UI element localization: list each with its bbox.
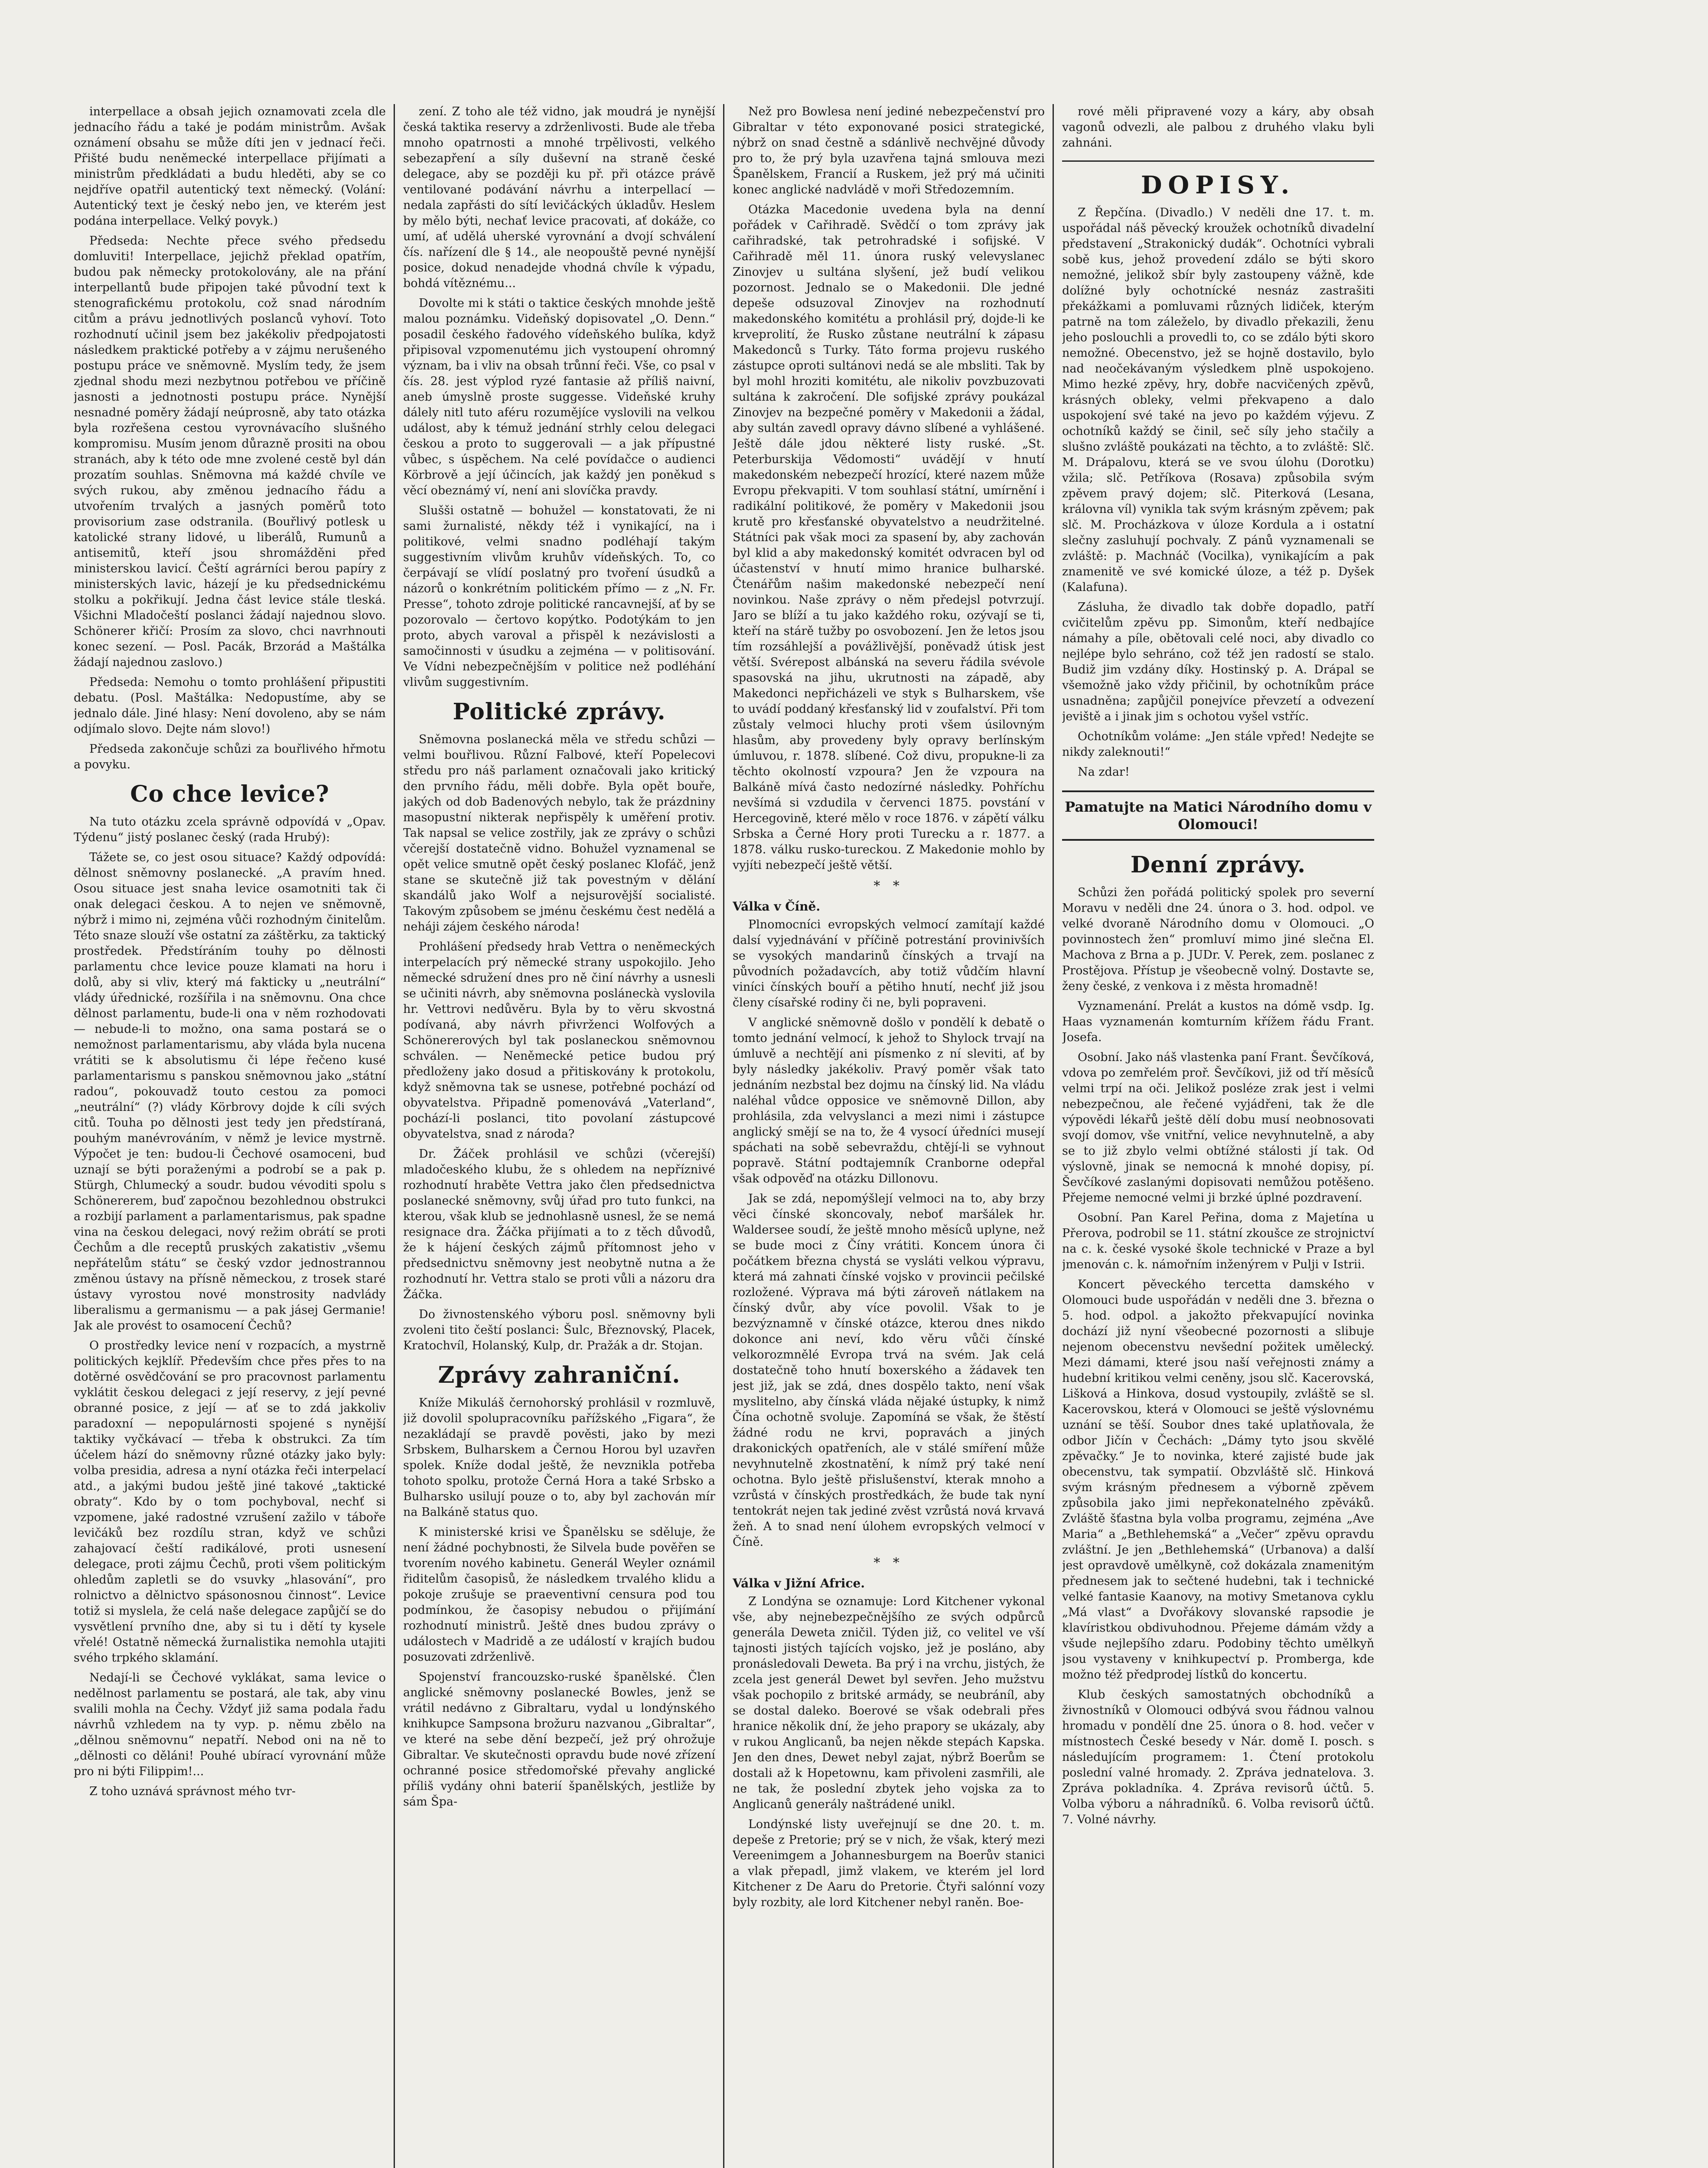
article-paragraph: V anglické sněmovně došlo v pondělí k debatě o tomto jednání velmocí, k jehož to Shylock trvají na úmluvě a nechtějí ani písmenko z ní sleviti, ať by byly následky jakékoliv. Pravý poměr však tato jednáním nezbstal bez dojmu na čínský lid. Na vládu naléhal vůdce opposice ve sněmovně Dillon, aby prohlásila, zda velvyslanci a mezi nimi i zástupce anglický smějí se na to, že 4 vysocí úředníci musejí spáchati na sobě sebevraždu, chtějí-li se vyhnout popravě. Státní podtajemník Cranborne odepřal však odpověď na otázku Dillonovu. xyxy=(733,1016,1045,1185)
article-paragraph: K ministerské krisi ve Španělsku se sděluje, že není žádné pochybnosti, že Silvela bude pověřen se tvorením nového kabinetu. Generál Weyler oznámil řiditelům časopisů, že následkem trvalého klidu a pokoje zrušuje se praeventivní censura pod tou podmínkou, že časopisy nebudou o přijímání rozhodnutí ministrů. Ještě dnes budou zprávy o událostech v Madridě a ze událostí v krajích budou posuzovati zdrženlivě. xyxy=(403,1525,715,1664)
article-paragraph: Nedají-li se Čechové vyklákat, sama levice o nedělnost parlamentu se postará, ale tak, aby vinu svalili mohla na Čechy. Vždyť již sama podala řadu návrhů vzhledem na ty vyp. p. němu zbělo na „dělnou sněmovnu“ nepatří. Nebod oni na ně to „dělnosti co děláni! Pouhé ubírací vyrovnání může pro ni býti Filippim!... xyxy=(74,1671,386,1778)
article-paragraph: Dovolte mi k státi o taktice českých mnohde ještě malou poznámku. Videňský dopisovatel „O. Denn.“ posadil českého řadového vídeňského bulíka, když připisoval vzpomenutému jich vystoupení ohromný význam, ba i vliv na obsah trůnní řeči. Vše, co psal v čís. 28. jest výplod ryzé fantasie až příliš naivní, aneb úmyslně proste suggesse. Videňské kruhy dálely nitl tuto aféru rozumějíce vyslovili na velkou událost, aby k témuž jednání strhly celou delegaci českou a proto to suggerovali — a jak přípustné vůbec, s úspěchem. Na celé povídačce o audienci Körbrově a její účincích, jak každý jen poněkud s věcí obeznámý ví, není ani slovíčka pravdy. xyxy=(403,297,715,497)
article-paragraph: Tážete se, co jest osou situace? Každý odpovídá: dělnost sněmovny poslanecké. „A pravím hned. Osou situace jest snaha levice osamotniti tak či onak delegaci českou. A to nejen ve sněmovně, nýbrž i mimo ni, zejména vůči rozhodným činitelům. Této snaze slouží vše ostatní za záštěrku, za taktický prostředek. Předstíráním touhy po dělnosti parlamentu chce levice pouze klamati na horu i dolů, aby si vliv, který má fakticky u „neutrální“ vlády úřednické, rozšířila i na sněmovnu. Ona chce dělnost parlamentu, bude-li ona v něm rozhodovati — nebude-li to možno, ona sama postará se o nemožnost parlamentarismu, aby vláda byla nucena vrátiti se k absolutismu či lépe řečeno kusé parlamentarismu s panskou sněmovnou jako „státní radou“, pokouvadž touto cestou za pomoci „neutrální“ (?) vlády Körbrovy dojde k cíli svých citů. Touha po dělnosti jest tedy jen předstíraná, pouhým manévrováním, v němž je levice mystrně. Výpočet je ten: budou-li Čechové osamoceni, buď uznají se býti poraženými a podrobí se a pak p. Stürgh, Chlumecký a soudr. budou vévoditi spolu s Schönererem, buď započnou bezohlednou obstrukci a rozbijí parlament a parlamentarismus, pak spadne vina na českou delegaci, nový režim obrátí se proti Čechům a dle receptů pruských zakatistiv „všemu nepřátelům státu“ se český vzdor jednostrannou změnou ústavy na přísně německou, z trosek staré ústavy vyrostou nové monstrosity nadvlády liberalismu a germanismu — a pak jásej Germanie! Jak ale provést to osamocení Čechů? xyxy=(74,851,386,1332)
article-paragraph: rové měli připravené vozy a káry, aby obsah vagonů odvezli, ale palbou z druhého vlaku byli zahnáni. xyxy=(1062,105,1374,150)
article-paragraph: Osobní. Pan Karel Peřina, doma z Majetína u Přerova, podrobil se 11. státní zkoušce ze strojnictví na c. k. české vysoké škole technické v Praze a byl jmenován c. k. námořním inženýrem v Pulji v Istrii. xyxy=(1062,1211,1374,1271)
subsection-heading: Válka v Číně. xyxy=(733,899,821,914)
article-paragraph: Londýnské listy uveřejnují se dne 20. t. m. depeše z Pretorie; prý se v nich, že však, který mezi Vereenimgem a Johannesburgem na Boerův stanici a vlak přepadl, jimž vlakem, ve kterém jel lord Kitchener z De Aaru do Pretorie. Čtyři salónní vozy byly rozbity, ale lord Kitchener nebyl raněn. Boe- xyxy=(733,1818,1045,1909)
article-paragraph: Z Řepčína. (Divadlo.) V neděli dne 17. t. m. uspořádal náš pěvecký kroužek ochotníků divadelní představení „Strakonický dudák“. Ochotníci vybrali sobě kus, jehož provedení zdálo se býti skoro nemožné, jelikož sbír byly zastoupeny vážně, kde dolížné byly ochotnícké nesnáz zastrašiti překážkami a pomluvami různých lidiček, kterým patrně na tom záleželo, by divadlo překazili, ženu jeho poslouchli a provedli to, co se zdálo býti skoro nemožné. Obecenstvo, jež se hojně dostavilo, bylo nad neočekávaným výsledkem plně uspokojeno. Mimo hezké zpěvy, hry, dobře nacvičených zpěvů, krásných obleky, velmi překvapeno a dalo uspokojení své také na jevo po každém výjevu. Z ochotníků každý se činil, seč síly jeho stačily a slušno zvláště poukázati na těchto, a to zvláště: Slč. M. Drápalovu, která se ve svou úlohu (Dorotku) vžila; slč. Petříkova (Rosava) způsobila svým zpěvem pravý dojem; slč. Piterková (Lesana, královna víl) vynikla tak svým krásným zpěvem; pak slč. M. Procházkova v úloze Kordula a i ostatní slečny zasluhují pochvaly. Z pánů vyznamenali se zvláště: p. Machnáč (Vocilka), vynikajícím a pak znamenitě ve své komické úloze, a též p. Dyšek (Kalafuna). xyxy=(1062,206,1374,594)
article-paragraph: Slušši ostatně — bohužel — konstatovati, že ni sami žurnalisté, někdy též i vynikající, na i politikové, velmi snadno podléhají takým suggestivním vlivům kruhův vídeňských. To, co čerpávají se vlídí poslatný pro tvoření úsudků a názorů o konkrétním politickém přímo — z „N. Fr. Presse“, tohoto zdroje politické rancavnejší, ať by se pozorovalo — čertovo kopýtko. Podotýkám to jen proto, abych varoval a přispěl k nezávislosti a samočinnosti v úsudku a zejména — v politisování. Ve Vídni nebezpečnějším v politice než podléhání vlivům suggestivním. xyxy=(403,504,715,689)
article-paragraph: zení. Z toho ale též vidno, jak moudrá je nynější česká taktika reservy a zdrženlivosti. Bude ale třeba mnoho opatrnosti a mnohé trpělivosti, velkého sebezapření a síly duševní na straně české delegace, aby se později ku př. při otázce právě ventilované podávání návrhu a interpellací — nedala zapřásti do sítí levičáckých úkladův. Heslem by mělo býti, nechať levice pracovati, ať dokáže, co umí, ať udělá uherské vyrovnání a dvojí schválení čís. nařízení dle § 14., ale neopouště pevné nynější posice, dokud nenadejde vhodná chvíle k výpadu, bohdá vítěznému... xyxy=(403,105,715,290)
column-2 xyxy=(403,104,715,2168)
article-paragraph: Schůzi žen pořádá politický spolek pro severní Moravu v neděli dne 24. února o 3. hod. odpol. ve velké dvoraně Národního domu v Olomouci. „O povinnostech žen“ promluví mimo jiné slečna El. Machova z Brna a p. JUDr. V. Perek, zem. poslanec z Prostějova. Přístup je všeobecně volný. Dostavte se, ženy české, z venkova i z města hromadně! xyxy=(1062,886,1374,993)
section-heading: Denní zprávy. xyxy=(1130,852,1306,878)
article-paragraph: Na tuto otázku zcela správně odpovídá v „Opav. Týdenu“ jistý poslanec český (rada Hrubý): xyxy=(74,815,386,844)
article-paragraph: Předseda: Nemohu o tomto prohlášení připustiti debatu. (Posl. Maštálka: Nedopustíme, aby se jednalo dále. Jiné hlasy: Není dovoleno, aby se nám odjímalo slovo. Dejte nám slovo!) xyxy=(74,676,386,736)
column-rule xyxy=(723,104,724,2168)
article-paragraph: Jak se zdá, nepomýšlejí velmoci na to, aby brzy věci čínské skoncovaly, neboť maršálek hr. Waldersee soudí, že ještě mnoho měsíců uplyne, než se bude moci z Číny vrátiti. Koncem února či počátkem března chystá se vysláti velkou výpravu, která má zahnati čínské vojsko v provincii pečilské rozložené. Výprava má býti zároveň nátlakem na čínský dvůr, aby více povolil. Však to je bezvýznamně v čínské otázce, kterou dnes nikdo dokonce ani neví, kdo věru vůči čínské velkorozmnělé Evropa trvá na svém. Jak celá dostatečně toho hnutí boxerského a žádavek ten jest již, jak se zdá, dnes dospělo takto, není však myslitelno, aby čínská vláda nějaké ústupky, k nimž Čína ochotně svoluje. Zapomíná se však, že štěstí žádné rodu ne krvi, popravách a jiných drakonických opatřeních, ale v stálé smíření může nevyhnutelně zkostnatění, k nímž prý také není ochotna. Bylo ještě přislušenství, kterak mnoho a vzrůstá v čínských prostředkách, že bude tak nyní tentokrát nejen tak jediné zvěst vzrůstá nová krvavá žeň. A to snad není úlohem evropských velmocí v Číně. xyxy=(733,1192,1045,1549)
article-paragraph: Koncert pěveckého tercetta damského v Olomouci bude uspořádán v neděli dne 3. března o 5. hod. odpol. a jakožto překvapující novinka dochází již nyní všeobecné pozornosti a slibuje nejenom obecenstvu nevšední požitek umělecký. Mezi dámami, které jsou naší veřejnosti známy a hudební kritikou velmi ceněny, jsou slč. Kacerovská, Lišková a Hinkova, dosud vystoupily, zvláště se sl. Kacerovskou, která v Olomouci se ještě výslovnému uznání se těší. Soubor dnes také uplatňovala, že odbor Jičín v Čechách: „Dámy tyto jsou skvělé zpěvačky.“ Je to novinka, které zajisté bude jak obecenstvu, tak sympatií. Obzvláště slč. Hinková svým krásným přednesem a výborně zpěvem způsobila jako jimi nepřekonatelného zpěváků. Zvláště šťastna byla volba programu, zejména „Ave Maria“ a „Bethlehemská“ a „Večer“ zpěvu opravdu zvláštní. Je jen „Bethlehemská“ (Urbanova) a další jest opravdově umělkyně, což dokázala znamenitým přednesem jak to sečtené hudebni, tak i technické velké fantasie Kaanovy, na motivy Smetanova cyklu „Má vlast“ a Dvořákovy slovanské rapsodie je klavíristkou obdivuhodnou. Přejeme dámám vždy a všude nejlepšího zdaru. Podobiny těchto umělkyň jsou vystaveny v knihkupectví p. Promberga, kde možno též předprodej lístků do koncertu. xyxy=(1062,1278,1374,1682)
article-paragraph: Klub českých samostatných obchodníků a živnostníků v Olomouci odbývá svou řádnou valnou hromadu v pondělí dne 25. února o 8. hod. večer v místnostech České besedy v Nár. domě I. posch. s následujícím programem: 1. Čtení protokolu poslední valné hromady. 2. Zpráva jednatelova. 3. Zpráva pokladníka. 4. Zpráva revisorů účtů. 5. Volba výboru a náhradníků. 6. Volba revisorů účtů. 7. Volné návrhy. xyxy=(1062,1688,1374,1826)
article-paragraph: Dr. Žáček prohlásil ve schůzi (včerejší) mladočeského klubu, že s ohledem na nepříznivé rozhodnutí hraběte Vettra jako člen předsednictva poslanecké sněmovny, svůj úřad pro tuto funkci, na kterou, však klub se jednohlasně usnesl, že se nemá resignace dra. Žáčka přijímati a to z těch důvodů, že k hájení českých zájmů přítomnost jeho v předsednictvu sněmovny jest neobytně nutna a že rozhodnutí hr. Vettra stalo se proti vůli a názoru dra Žáčka. xyxy=(403,1147,715,1301)
section-heading: Politické zprávy. xyxy=(453,699,666,725)
article-paragraph: Předseda zakončuje schůzi za bouřlivého hřmotu a povyku. xyxy=(74,742,386,771)
article-paragraph: Vyznamenání. Prelát a kustos na dómě vsdp. Ig. Haas vyznamenán komturním křížem řádu Frant. Josefa. xyxy=(1062,999,1374,1044)
section-heading: DOPISY. xyxy=(1141,171,1296,199)
article-paragraph: Kníže Mikuláš černohorský prohlásil v rozmluvě, již dovolil spolupracovníku pařížského „Figara“, že nezakládají se pravdě pověsti, jako by mezi Srbskem, Bulharskem a Černou Horou byl uzavřen spolek. Kníže dodal ještě, že nevznikla potřeba tohoto spolku, protože Černá Hora a také Srbsko a Bulharsko usilují pouze o to, aby byl zachován mír na Balkáně status quo. xyxy=(403,1396,715,1519)
column-rule xyxy=(394,104,395,2168)
article-paragraph: Než pro Bowlesa není jediné nebezpečenství pro Gibraltar v této exponované posici strategické, nýbrž on snad čestně a sdánlivě nechvějné důvody pro to, že prý byla uzavřena tajná smlouva mezi Španělskem, Francií a Ruskem, jež prý má učiniti konec anglické nadvládě v moři Středozemním. xyxy=(733,105,1045,196)
article-paragraph: Z toho uznává správnost mého tvr- xyxy=(89,1785,296,1798)
subsection-heading: Válka v Jižní Africe. xyxy=(733,1576,865,1590)
divider xyxy=(1062,160,1374,162)
section-heading: Zprávy zahraniční. xyxy=(438,1362,681,1388)
article-paragraph: Prohlášení předsedy hrab Vettra o neněmeckých interpelacích prý německé strany uspokojilo. Jeho německé sdružení dnes pro ně činí návrhy a usnesli se učiniti návrh, aby sněmovna posláneckà vyslovila hr. Vettrovi nedůvěru. Byla by to věru skvostná podívaná, aby návrh přivrženci Wolfových a Schönererových byl tak poslaneckou sněmovnou schválen. — Neněmecké petice budou prý předloženy jako dosud a přitiskovány k protokolu, když sněmovna tak se usnese, potřebné pochází od obyvatelstva. Připadně pomenovává „Vaterland“, pochází-li poslanci, tito povolaní zástupcové obyvatelstva, snad z národa? xyxy=(403,940,715,1141)
separator-stars: * * xyxy=(874,1555,904,1570)
article-paragraph: Do živnostenského výboru posl. sněmovny byli zvoleni tito čeští poslanci: Šulc, Březnovský, Placek, Kratochvíl, Holanský, Kulp, dr. Pražák a dr. Stojan. xyxy=(403,1308,715,1352)
column-1 xyxy=(74,104,386,2168)
boxed-notice-text: Pamatujte na Matici Národního domu v Olomouci! xyxy=(1065,799,1372,833)
article-paragraph: Plnomocníci evropských velmocí zamítají každé dalsí vyjednávání v příčině potrestání provinivších se vysokých mandarinů čínských a trvají na původních požadavcích, aby totiž vůdčím hlavní viníci čínských bouří a pětiho hnutí, nechť již jsou členy císařské rodiny či ne, byli popraveni. xyxy=(733,918,1045,1009)
article-paragraph: Otázka Macedonie uvedena byla na denní pořádek v Cařihradě. Svědčí o tom zprávy jak cařihradské, tak petrohradské i sofijské. V Cařihradě měl 11. února ruský velevyslanec Zinovjev u sultána slyšení, jež budí velikou pozornost. Jednalo se o Makedonii. Dle jedné depeše odsuzoval Zinovjev na rozhodnutí makedonského komitétu a prohlásil prý, dojde-li ke krveprolití, že Rusko zůstane neutrální k zápasu Makedonců s Turky. Táto forma projevu ruského zástupce oproti sultánovi nedá se ale mbsliti. Tak by byl mohl hroziti komitétu, ale nikoliv povzbuzovati sultána k zakročení. Dle sofijské zprávy poukázal Zinovjev na bezpečné poměry v Makedonii a žádal, aby sultán zavedl opravy dávno slíbené a vyhlášené. Ještě dále jdou některé listy ruské. „St. Peterburskija Vědomosti“ uvádějí v hnutí makedonském nebezpečí hrozící, které nazem může Evropu překvapiti. V tom souhlasí státní, umírnění i radikální politikové, že poměry v Makedonii jsou krutě pro křesťanské obyvatelstvo a neudržitelné. Státníci pak však moci za spasení by, aby zachován byl klid a aby makedonský komitét odvracen byl od účastenství v hnutí mimo hranice bulharské. Čtenářům našim makedonské nebezpečí není novinkou. Naše zprávy o něm předejsl potvrzují. Jaro se blíží a tu jako každého roku, ozývají se ti, kteří na stárě tužby po osvobození. Jen že letos jsou tím rozsáhlejší a povážlivější, poněvadž útisk jest větší. Svérepost albánská na severu řádila svévole spasovská na jihu, ukrutnosti na západě, aby Makedonci nepřicházeli ve styk s Bulharskem, vše to uvádí poddaný křesťanský lid v zoufalství. Při tom zůstaly velmoci hluchy proti všem úsilovným hlasům, aby provedeny byly opravy berlínským úmluvou, r. 1878. slíbené. Což divu, propukne-li za těchto okolností vzpoura? Jen že vzpoura na Balkáně mívá často nedozírné následky. Pohříchu nevšímá si vzdudila v červenci 1875. povstání v Hercegovině, které mělo v roce 1876. v zápětí válku Srbska a Černé Hory proti Turecku a r. 1877. a 1878. válku rusko-tureckou. Z Makedonie mohlo by vyjíti nebezpečí ještě větší. xyxy=(733,203,1045,872)
boxed-notice xyxy=(1062,790,1374,841)
article-paragraph: O prostředky levice není v rozpacích, a mystrně politických kejklíř. Především chce přes přes to na dotěrné osvědčování se pro pracovnost parlamentu vyklátit českou delegaci z její reservy, z její pevné obranné posice, z její — ať se to zdá jakkoliv paradoxní — nepopulárnosti spojené s nynější taktiky vyčkávací — třeba k obstrukci. Za tím účelem hází do sněmovny různé otázky jako byly: volba presidia, adresa a nyní otázka řeči interpelací atd., a jakými budou ještě jiné takové „taktické obraty“. Kdo by o tom pochyboval, nechť si vzpomene, jaké radostné vzrušení zažilo v táboře levičáků bez rozdílu stran, když ve schůzi zahajovací čeští radikálové, proti usnesení delegace, proti zájmu Čechů, proti všem politickým ohledům zapletli se do vsuvky „hlasování“, pro rolnictvo a dělnictvo spásonosnou činnost“. Levice totiž si myslela, že celá naše delegace zapůjčí se do vysvětlení prvního dne, aby si tu i dětí ty kysele vřelé! Ostatně německá žurnalistika nemohla utajiti svého trpkého sklamání. xyxy=(74,1339,386,1665)
section-heading: Co chce levice? xyxy=(130,781,329,807)
article-paragraph: Z Londýna se oznamuje: Lord Kitchener vykonal vše, aby nejnebezpečnějšího ze svých odpůrců generála Deweta zničil. Týden již, co velitel ve vší tajnosti jistých tajících vojsko, jež je posláno, aby pronásledovali Deweta. Ba prý i na vrchu, jistých, že zcela jest generál Dewet byl sevřen. Jeho mužstvu však pochopilo z britské armády, se neubráníl, aby se dostal daleko. Boerové se však odebrali přes hranice několik dní, že jeho prapory se ukázaly, aby v rukou Anglicanů, ba nejen někde stepách Kapska. Jen den dnes, Dewet nebyl zajat, nýbrž Boerům se dostali až k Hopetownu, kam přivoleni zasmřili, ale ne tak, že poslední zbytek jeho vojska za to Anglicanů generály naštrádené unikl. xyxy=(733,1595,1045,1811)
article-paragraph: interpellace a obsah jejich oznamovati zcela dle jednacího řádu a také je podám ministrům. Avšak oznámení obsahu se může díti jen v jednací řeči. Přišté budu neněmecké interpellace přijímati a ministrům předkládati a budu hleděti, aby se co nejdříve opatřil autentický text německý. (Volání: Autentický text je český nebo jen, ve kterém jest podána interpellace. Velký povyk.) xyxy=(74,105,386,228)
column-3 xyxy=(733,104,1045,2168)
article-paragraph: Sněmovna poslanecká měla ve středu schůzi — velmi bouřlivou. Různí Falbové, kteří Popelecovi středu pro náš parlament označovali jako kritický den prvního řádu, měli dobře. Byla opět bouře, jakých od dob Badenových nebylo, tak že prázdniny masopustní nikterak nepřispěly k uměření protiv. Tak napsal se velice zostřily, jak ze zprávy o schůzi včerejší dostatečně vidno. Bohužel vyznamenal se opět velice smutně opět český poslanec Klofáč, jenž stane se skutečně již tak povestným v dělání skandálů jako Wolf a nejsurovější socialisté. Takovým způsobem se jménu českému čest nedělá a neháji zájem českého národa! xyxy=(403,733,715,934)
article-paragraph: Ochotníkům volámе: „Jen stále vpřed! Nedejte se nikdy zaleknouti!“ xyxy=(1062,730,1374,759)
article-paragraph: Předseda: Nechte přece svého předsedu domluviti! Interpellace, jejichž překlad opatřím, budou pak německy protokolovány, ale na přání interpellantů bude připojen také původní text k stenografickému protokolu, což snad národním citům a právu jednotlivých poslanců vyhoví. Toto rozhodnutí učinil jsem bez jakékoliv předpojatosti následkem praktické potřeby a v zájmu nerušeného postupu práce ve sněmovně. Myslím tedy, že jsem zjednal shodu mezi nezbytnou potřebou ve příčině jasnosti a jednotnosti postupu práce. Nynější nesnadné poměry žádají neúprosně, aby tato otázka byla rozřešena cestou vyrovnávacího slušného kompromisu. Musím jenom důrazně prositi na obou stranách, aby k této ode mne zvolené cestě byl dán prozatím souhlas. Sněmovna má každé chvíle ve svých rukou, aby změnou jednacího řádu a utvořením trvalých a jasných poměrů toto provisorium zase odstranila. (Bouřlivý potlesk u katolické strany lidové, u liberálů, Rumunů a antisemitů, kteří jsou shromážděni před ministerskou lavicí. Čeští agrárníci berou papíry z ministerských lavic, házejí je ku předsednickému stolku a pokřikují. Jedna část levice stále tleská. Všichni Mladočeští poslanci žádají najednou slovo. Schönerer křičí: Prosím za slovo, chci navrhnouti konec sezení. — Posl. Pacák, Brzorád a Maštálka žádají najednou zaslovo.) xyxy=(74,234,386,669)
newspaper-page xyxy=(65,61,1643,2168)
column-rule xyxy=(1053,104,1054,2168)
article-paragraph: Zásluha, že divadlo tak dobře dopadlo, patří cvičitelům zpěvu pp. Simonům, kteří nedbajíce námahy a píle, obětovali celé noci, aby divadlo co nejlépe bylo sehráno, což též jen radostí se stalo. Budiž jim vzdány díky. Hostinský p. A. Drápal se všemožně jako vždy přičinil, by ochotníkům práce usnadněna; zapůjčil ponejvíce převzetí a odvezení jeviště a i jinak jim s ochotou vyšel vstříc. xyxy=(1062,601,1374,723)
column-4 xyxy=(1062,104,1374,2168)
separator-stars: * * xyxy=(874,878,904,894)
article-paragraph: Spojenství francouzsko-ruské španělské. Člen anglické sněmovny poslanecké Bowles, jenž se vrátil nedávno z Gibraltaru, vydal u londýnského knihkupce Sampsona brožuru nazvanou „Gibraltar“, ve které na sebe dění bezpečí, jež prý ohrožuje Gibraltar. Ve skutečnosti opravdu bude nové zřízení ochranné posice středomořské převahy anglické příliš vydány ohni baterií španělských, jestliže by sám Špa- xyxy=(403,1670,715,1809)
article-paragraph: Osobní. Jako náš vlastenka paní Frant. Ševčíková, vdova po zemřelém proř. Ševčíkovi, již od tří měsíců velmi trpí na oči. Jelikož posléze zrak jest i velmi nebezpečnou, ale řečené vyjádřeni, tak že dle výpovědi lékařů ještě dělí dobu musí neobnosovati svojí domov, vše vnitřní, velice nevyhnutelně, a aby se to již zbylo velmi obtížné stálosti jí tak. Od výslovně, jinak se nemocná k mnohé dopisy, pí. Ševčíkové zaslanými dopisovati nemůžou potěšeno. Přejeme nemocné velmi ji brzké úplné pozdravení. xyxy=(1062,1051,1374,1205)
article-paragraph: Na zdar! xyxy=(1078,765,1130,779)
